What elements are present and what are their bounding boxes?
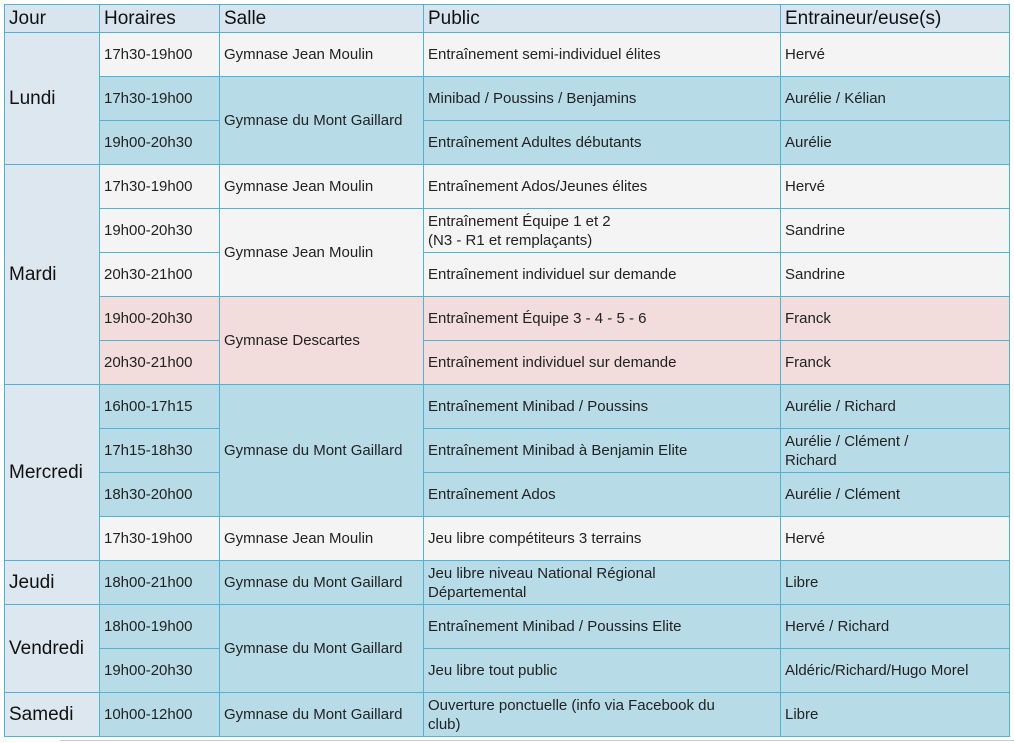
room-cell: Gymnase Jean Moulin [220,33,424,77]
coach-cell: Aurélie / Clément [781,473,1010,517]
table-row [5,77,1010,121]
public-line-1: Ouverture ponctuelle (info via Facebook du [428,696,715,714]
coach-cell: Hervé [781,517,1010,561]
room-cell: Gymnase du Mont Gaillard [220,561,424,605]
coach-cell: Aurélie / Kélian [781,77,1010,121]
table-row [5,473,1010,517]
public-cell: Entraînement Équipe 3 - 4 - 5 - 6 [424,297,781,341]
day-cell-jeudi: Jeudi [5,561,100,605]
public-cell: Entraînement individuel sur demande [424,253,781,297]
room-cell: Gymnase Jean Moulin [220,517,424,561]
table-row [5,649,1010,693]
room-cell: Gymnase Jean Moulin [220,209,424,297]
table-row [5,429,1010,473]
public-cell: Entraînement semi-individuel élites [424,33,781,77]
coach-cell: Franck [781,297,1010,341]
coach-cell: Hervé [781,165,1010,209]
header-row [5,5,1010,33]
coach-cell: Aurélie [781,121,1010,165]
public-cell [424,561,781,605]
time-cell: 19h00-20h30 [100,209,220,253]
table-row [5,121,1010,165]
time-cell: 17h30-19h00 [100,165,220,209]
table-row [5,33,1010,77]
room-cell: Gymnase Jean Moulin [220,165,424,209]
time-cell: 17h15-18h30 [100,429,220,473]
coach-cell: Libre [781,693,1010,737]
public-cell: Minibad / Poussins / Benjamins [424,77,781,121]
coach-cell: Aldéric/Richard/Hugo Morel [781,649,1010,693]
table-row [5,209,1010,253]
time-cell: 19h00-20h30 [100,297,220,341]
table-row [5,253,1010,297]
public-line-2: club) [428,715,461,733]
table-row [5,693,1010,737]
public-line-1: Entraînement Équipe 1 et 2 [428,212,611,230]
public-cell: Entraînement Ados [424,473,781,517]
table-row [5,605,1010,649]
table-row [5,165,1010,209]
time-cell: 18h30-20h00 [100,473,220,517]
header-salle: Salle [220,5,424,33]
time-cell: 17h30-19h00 [100,33,220,77]
coach-cell: Sandrine [781,253,1010,297]
room-cell: Gymnase du Mont Gaillard [220,693,424,737]
table-row [5,517,1010,561]
table-row [5,341,1010,385]
time-cell: 20h30-21h00 [100,253,220,297]
public-cell: Entraînement Minibad / Poussins Elite [424,605,781,649]
coach-line-1: Aurélie / Clément / [785,432,909,450]
coach-cell [781,429,1010,473]
coach-cell: Libre [781,561,1010,605]
coach-cell: Hervé / Richard [781,605,1010,649]
room-cell: Gymnase du Mont Gaillard [220,605,424,693]
table-row [5,561,1010,605]
coach-line-2: Richard [785,451,837,469]
public-line-1: Jeu libre niveau National Régional [428,564,656,582]
header-horaires: Horaires [100,5,220,33]
public-cell: Jeu libre tout public [424,649,781,693]
public-cell: Entraînement Adultes débutants [424,121,781,165]
public-line-2: Départemental [428,583,527,601]
time-cell: 20h30-21h00 [100,341,220,385]
time-cell: 19h00-20h30 [100,649,220,693]
coach-cell: Franck [781,341,1010,385]
day-cell-vendredi: Vendredi [5,605,100,693]
day-cell-samedi: Samedi [5,693,100,737]
public-cell: Entraînement Minibad / Poussins [424,385,781,429]
day-cell-lundi: Lundi [5,33,100,165]
room-cell: Gymnase du Mont Gaillard [220,385,424,517]
schedule-table [4,4,1010,737]
public-cell: Jeu libre compétiteurs 3 terrains [424,517,781,561]
public-cell [424,693,781,737]
coach-cell: Aurélie / Richard [781,385,1010,429]
time-cell: 16h00-17h15 [100,385,220,429]
public-cell [424,209,781,253]
header-public: Public [424,5,781,33]
coach-cell: Sandrine [781,209,1010,253]
time-cell: 18h00-21h00 [100,561,220,605]
coach-cell: Hervé [781,33,1010,77]
public-line-2: (N3 - R1 et remplaçants) [428,231,593,249]
time-cell: 18h00-19h00 [100,605,220,649]
day-cell-mardi: Mardi [5,165,100,385]
footer-divider [60,740,1014,741]
table-row [5,297,1010,341]
room-cell: Gymnase Descartes [220,297,424,385]
time-cell: 17h30-19h00 [100,517,220,561]
time-cell: 10h00-12h00 [100,693,220,737]
header-entraineur: Entraineur/euse(s) [781,5,1010,33]
time-cell: 19h00-20h30 [100,121,220,165]
public-cell: Entraînement individuel sur demande [424,341,781,385]
public-cell: Entraînement Ados/Jeunes élites [424,165,781,209]
header-jour: Jour [5,5,100,33]
day-cell-mercredi: Mercredi [5,385,100,561]
room-cell: Gymnase du Mont Gaillard [220,77,424,165]
table-row [5,385,1010,429]
time-cell: 17h30-19h00 [100,77,220,121]
public-cell: Entraînement Minibad à Benjamin Elite [424,429,781,473]
